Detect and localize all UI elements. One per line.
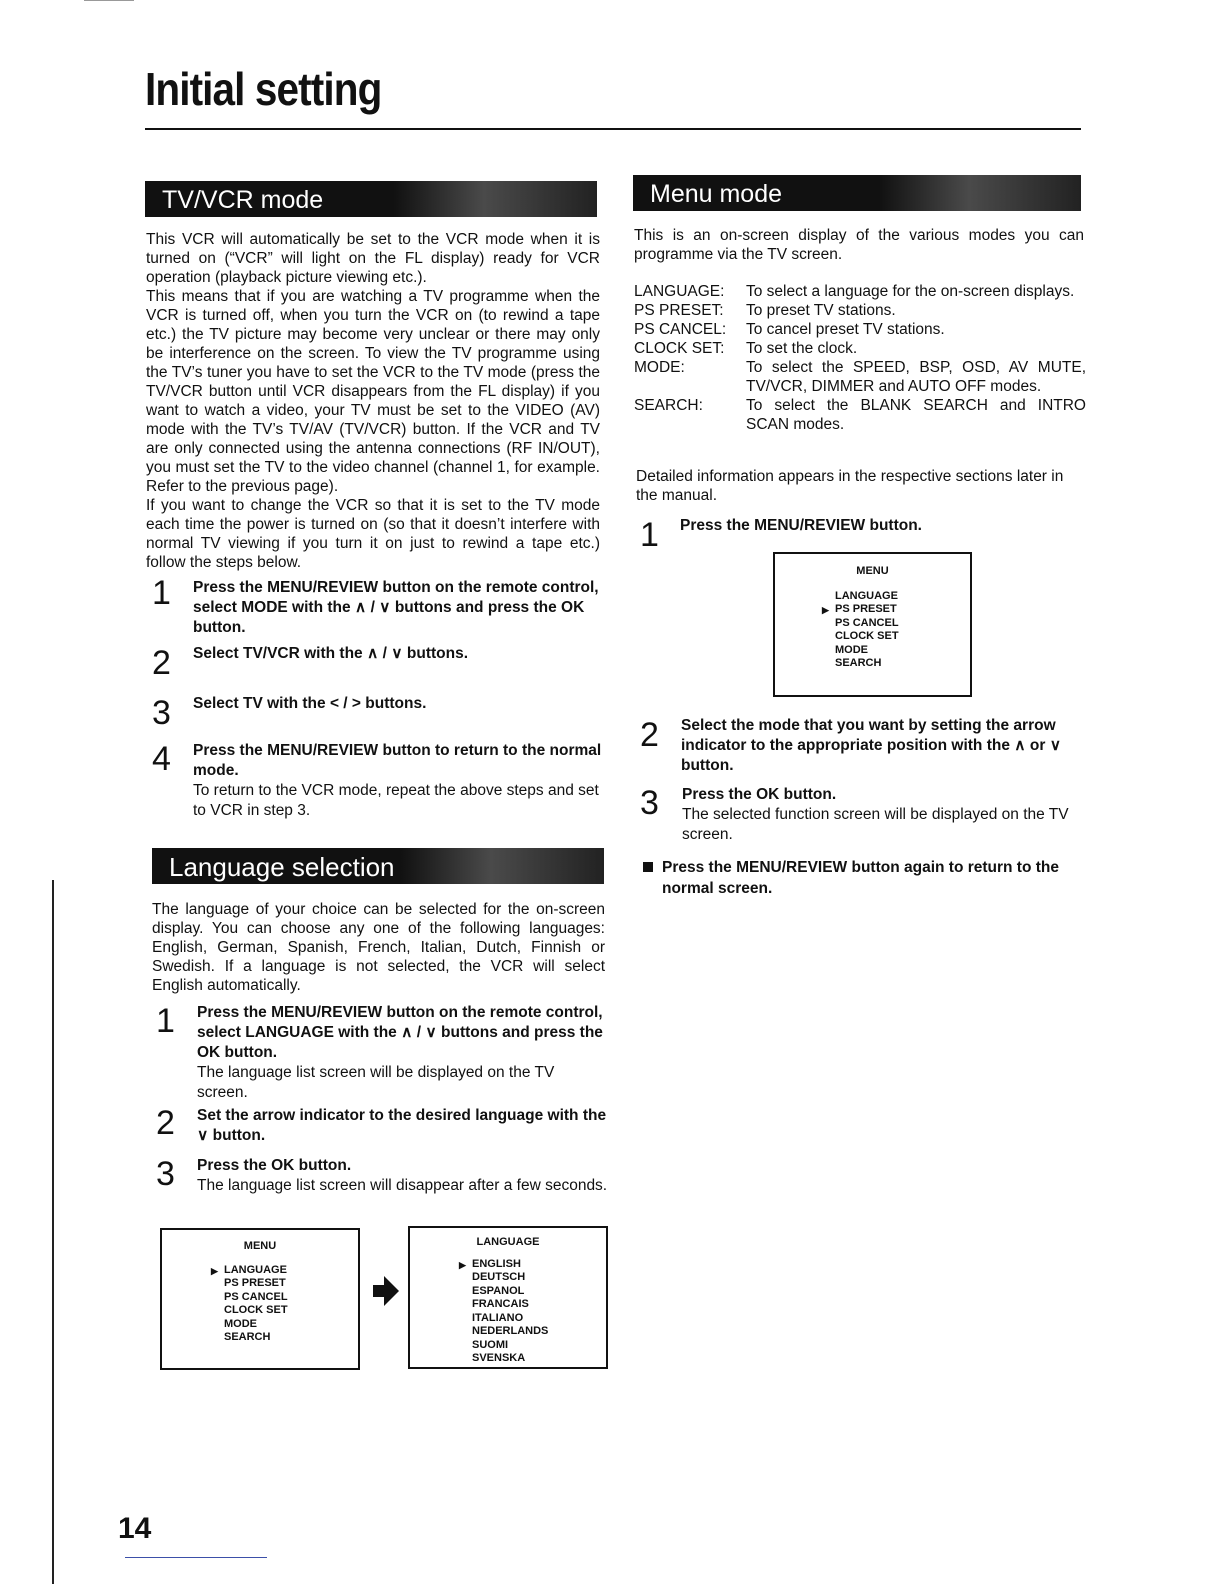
menu-mode-screen-list [822, 589, 970, 671]
step-number: 3 [152, 694, 171, 732]
definition-term: LANGUAGE: [634, 283, 725, 300]
menu-intro-block [634, 226, 1084, 264]
language-screen-box [408, 1226, 608, 1369]
step-instruction: Select the mode that you want by setting the arrow indicator to the appropriate position with the ∧ or ∨ button. [681, 717, 1062, 774]
definition-term: PS CANCEL: [634, 321, 727, 338]
menu-definitions [634, 282, 1086, 434]
definition-term: PS PRESET: [634, 302, 724, 319]
definition-term: MODE: [634, 359, 685, 376]
menu-screen-box [160, 1228, 360, 1370]
screen-list-item: NEDERLANDS [472, 1325, 549, 1337]
tvvcr-intro [146, 230, 600, 572]
screen-list-item: PS PRESET [224, 1277, 286, 1289]
language-intro: The language of your choice can be selected for the on-screen display. You can choose any one of the following languages: English, German, Spanish, French, Italian, Dutch, Finnish or Swedish. If a language is not selected, the VCR will select English automatically. [152, 901, 605, 994]
tvvcr-intro-p1: This VCR will automatically be set to the VCR mode when it is turned on (“VCR” will light on the FL display) ready for VCR operation (playback picture viewing etc.). [146, 231, 600, 286]
step-instruction: Press the MENU/REVIEW button to return to the normal mode. [193, 742, 602, 779]
binding-margin-line [52, 880, 54, 1584]
menu-note [643, 857, 1093, 899]
screen-list-item: ESPANOL [472, 1284, 525, 1297]
step-instruction: Select TV with the < / > buttons. [193, 695, 427, 712]
screen-list-item: PS CANCEL [224, 1290, 288, 1303]
definition-desc: To select the SPEED, BSP, OSD, AV MUTE, TV/VCR, DIMMER and AUTO OFF modes. [746, 359, 1086, 395]
step-number: 4 [152, 740, 171, 778]
screen-list-item: CLOCK SET [224, 1304, 288, 1316]
definition-row [634, 301, 1086, 320]
step-instruction: Press the MENU/REVIEW button on the remote control, select LANGUAGE with the ∧ / ∨ buttons and press the OK button. [197, 1004, 603, 1061]
step-instruction: Press the OK button. [682, 786, 837, 803]
tvvcr-intro-p2: This means that if you are watching a TV programme when the VCR is turned off, when you turn the VCR on (to rewind a tape etc.) the TV picture may become very unclear or there may only be interference on the screen. To view the TV programme using the TV’s tuner you have to set the VCR to the TV mode (press the TV/VCR button until VCR disappears from the FL display) if you want to watch a video, your TV must be set to the VIDEO (AV) mode with the TV’s TV/AV (TV/VCR) button. If the VCR and TV are only connected using the antenna connections (RF IN/OUT), you must set the TV to the video channel (channel 1, for example. Refer to the previous page). [146, 288, 600, 495]
step-number: 2 [152, 644, 171, 682]
definition-desc: To select the BLANK SEARCH and INTRO SCAN modes. [746, 397, 1086, 433]
pointer-arrow-icon: ▶ [211, 1265, 218, 1276]
screen-list-item: FRANCAIS [472, 1298, 529, 1310]
pointer-arrow-icon: ▶ [459, 1259, 466, 1270]
definition-term: SEARCH: [634, 397, 703, 414]
step-note: To return to the VCR mode, repeat the above steps and set to VCR in step 3. [193, 782, 599, 819]
step-number: 1 [640, 516, 659, 554]
screen-list-item: CLOCK SET [835, 630, 899, 642]
pointer-arrow-icon: ▶ [822, 605, 829, 615]
menu-mode-screen-title: MENU [856, 565, 889, 577]
screen-list-item: ▶ ENGLISH [472, 1258, 606, 1272]
menu-detail: Detailed information appears in the respective sections later in the manual. [636, 468, 1064, 504]
language-screen-list [459, 1257, 606, 1366]
screen-list-item: MODE [835, 643, 868, 656]
right-arrow-icon [373, 1276, 399, 1311]
step-instruction: Press the MENU/REVIEW button. [680, 517, 922, 534]
page-title: Initial setting [145, 63, 382, 115]
step-number: 1 [152, 574, 171, 612]
menu-mode-screen-box [773, 552, 972, 697]
step-number: 3 [640, 784, 659, 822]
menu-note-text: Press the MENU/REVIEW button again to return to the normal screen. [662, 859, 1059, 897]
definition-row [634, 339, 1086, 358]
menu-intro: This is an on-screen display of the various modes you can programme via the TV screen. [634, 227, 1084, 263]
menu-detail-block [636, 467, 1086, 505]
definition-row [634, 282, 1086, 301]
language-screen-title: LANGUAGE [476, 1236, 540, 1248]
screen-list-item: PS CANCEL [835, 616, 899, 629]
tvvcr-heading: TV/VCR mode [145, 181, 597, 217]
definition-desc: To set the clock. [746, 340, 858, 357]
definition-desc: To preset TV stations. [746, 302, 896, 319]
top-edge-line [84, 0, 134, 1]
screen-list-item: SEARCH [835, 657, 882, 669]
step-note: The selected function screen will be displayed on the TV screen. [682, 806, 1069, 843]
screen-list-item: SVENSKA [472, 1352, 526, 1364]
menu-screen-list [211, 1263, 358, 1345]
step-note: The language list screen will disappear after a few seconds. [197, 1177, 608, 1194]
screen-list-item: DEUTSCH [472, 1271, 526, 1283]
screen-list-item: LANGUAGE [835, 589, 898, 602]
definition-desc: To select a language for the on-screen displays. [746, 283, 1075, 300]
menu-screen-title: MENU [243, 1240, 277, 1252]
definition-row [634, 396, 1086, 434]
definition-row [634, 358, 1086, 396]
step-note: The language list screen will be displayed on the TV screen. [197, 1064, 555, 1101]
screen-list-item: ▶ PS PRESET [835, 603, 970, 617]
step-instruction: Set the arrow indicator to the desired language with the ∨ button. [197, 1107, 607, 1144]
screen-list-item: SEARCH [224, 1331, 271, 1343]
screen-list-item: ▶ LANGUAGE [224, 1264, 358, 1278]
language-heading: Language selection [152, 848, 604, 884]
step-number: 3 [156, 1155, 175, 1193]
page-number: 14 [118, 1512, 152, 1545]
screen-list-item: MODE [224, 1317, 257, 1330]
step-number: 2 [640, 716, 659, 754]
step-number: 1 [156, 1002, 175, 1040]
language-intro-block [152, 900, 605, 995]
definition-desc: To cancel preset TV stations. [746, 321, 945, 338]
screen-list-item: SUOMI [472, 1338, 509, 1351]
title-rule [145, 128, 1081, 130]
step-instruction: Press the MENU/REVIEW button on the remote control, select MODE with the ∧ / ∨ buttons and press the OK button. [193, 579, 599, 636]
definition-row [634, 320, 1086, 339]
definition-term: CLOCK SET: [634, 340, 725, 357]
square-bullet-icon [643, 862, 653, 872]
step-instruction: Press the OK button. [197, 1157, 352, 1174]
step-instruction: Select TV/VCR with the ∧ / ∨ buttons. [193, 645, 469, 662]
screen-list-item: ITALIANO [472, 1311, 524, 1324]
bottom-edge-line [125, 1557, 267, 1558]
menu-heading: Menu mode [633, 175, 1081, 211]
tvvcr-intro-p3: If you want to change the VCR so that it is set to the TV mode each time the power is turned on (so that it doesn’t interfere with normal TV viewing if you turn it on just to rewind a tape etc.) follow the steps below. [146, 497, 600, 571]
step-number: 2 [156, 1104, 175, 1142]
